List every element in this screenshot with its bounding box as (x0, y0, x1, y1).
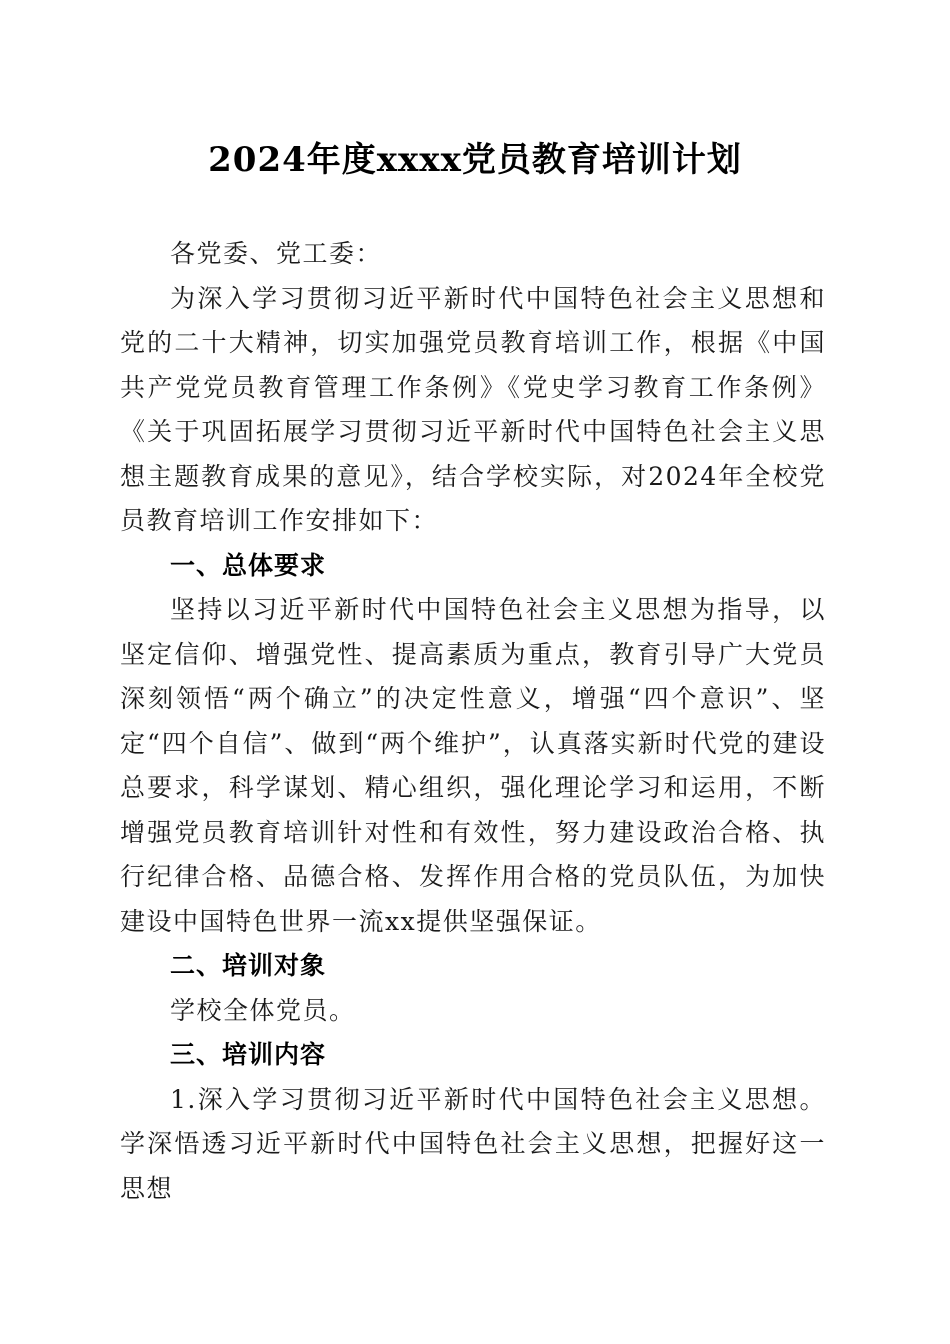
section-paragraph-training-targets: 学校全体党员。 (170, 995, 356, 1025)
section-paragraph-general-requirements: 坚持以习近平新时代中国特色社会主义思想为指导，以坚定信仰、增强党性、提高素质为重点，教育引导广大党员深刻领悟“两个确立”的决定性意义，增强“四个意识”、坚定“四个自信”、做到“两个维护”，认真落实新时代党的建设总要求，科学谋划、精心组织，强化理论学习和运用，不断增强党员教育培训针对性和有效性，努力建设政治合格、执行纪律合格、品德合格、发挥作用合格的党员队伍，为加快建设中国特色世界一流xx提供坚强保证。 (120, 595, 826, 936)
section-heading-training-targets: 二、培训对象 (170, 951, 327, 980)
document-body (120, 232, 826, 1211)
salutation: 各党委、党工委： (170, 239, 383, 268)
section-heading-training-content: 三、培训内容 (170, 1040, 327, 1069)
section-heading-general-requirements: 一、总体要求 (170, 550, 327, 580)
intro-paragraph: 为深入学习贯彻习近平新时代中国特色社会主义思想和党的二十大精神，切实加强党员教育培训工作，根据《中国共产党党员教育管理工作条例》《党史学习教育工作条例》《关于巩固拓展学习贯彻习近平新时代中国特色社会主义思想主题教育成果的意见》，结合学校实际，对2024年全校党员教育培训工作安排如下： (120, 283, 826, 535)
section-paragraph-training-content: 1.深入学习贯彻习近平新时代中国特色社会主义思想。学深悟透习近平新时代中国特色社会主义思想，把握好这一思想 (120, 1084, 826, 1203)
document-title: 2024年度xxxx党员教育培训计划 (208, 140, 742, 180)
